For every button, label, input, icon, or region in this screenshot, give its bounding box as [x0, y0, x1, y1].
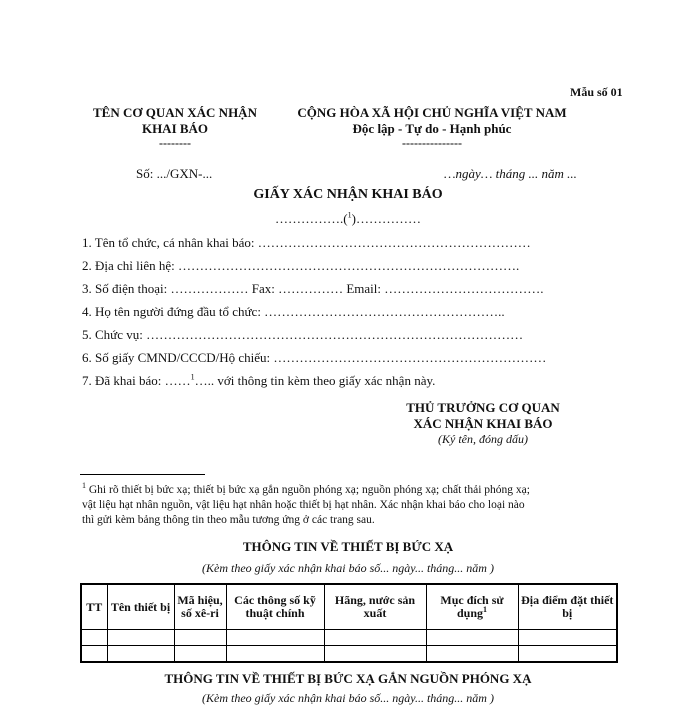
field-phone-fax-email: 3. Số điện thoại: ……………… Fax: …………… Email: ……………………………….	[82, 281, 544, 296]
nation-title: CỘNG HÒA XÃ HỘI CHỦ NGHĨA VIỆT NAM	[297, 105, 567, 120]
document-number: Số: .../GXN-...	[136, 166, 213, 181]
field7-footnote-ref: 1	[190, 372, 195, 382]
table-header-row	[81, 584, 617, 630]
header-purpose	[426, 584, 518, 630]
header-manufacturer: Hãng, nước sản xuất	[324, 584, 426, 630]
field-position: 5. Chức vụ: ……………………………………………………………………………	[82, 327, 524, 342]
header-tt: TT	[81, 584, 107, 630]
section1-title: THÔNG TIN VỀ THIẾT BỊ BỨC XẠ	[242, 539, 454, 554]
field-head-of-organization: 4. Họ tên người đứng đầu tổ chức: ………………………………………………..	[82, 304, 505, 319]
table-cell[interactable]	[174, 630, 226, 646]
table-cell[interactable]	[174, 646, 226, 663]
footnote-line3: thì gửi kèm bảng thông tin theo mẫu tương ứng ở các trang sau.	[82, 514, 375, 526]
table-cell[interactable]	[81, 630, 107, 646]
table-cell[interactable]	[81, 646, 107, 663]
field-organization-name: 1. Tên tổ chức, cá nhân khai báo: ………………………………………………………	[82, 235, 531, 250]
agency-name-line2: KHAI BÁO	[141, 121, 209, 136]
field-id-number: 6. Số giấy CMND/CCCD/Hộ chiếu: ………………………………………………………	[82, 350, 547, 365]
document-date: …ngày… tháng ... năm ...	[444, 166, 577, 181]
header-device-name: Tên thiết bị	[107, 584, 174, 630]
agency-divider: --------	[159, 136, 191, 150]
section1-subtitle: (Kèm theo giấy xác nhận khai báo số... ngày... tháng... năm )	[202, 561, 494, 575]
nation-motto: Độc lập - Tự do - Hạnh phúc	[352, 121, 512, 136]
footnote-rule	[80, 474, 205, 475]
footnote-marker: 1	[82, 481, 86, 491]
table-row	[81, 630, 617, 646]
table-cell[interactable]	[518, 630, 617, 646]
signature-title-line2: XÁC NHẬN KHAI BÁO	[413, 416, 553, 431]
footnote-line2: vật liệu hạt nhân nguồn, vật liệu hạt nhân hoặc thiết bị hạt nhân. Xác nhận khai báo cho loại nào	[82, 499, 525, 511]
table-cell[interactable]	[226, 630, 324, 646]
field7-prefix: 7. Đã khai báo: ……	[82, 373, 191, 388]
table-cell[interactable]	[107, 646, 174, 663]
field-contact-address: 2. Địa chỉ liên hệ: …………………………………………………………………….	[82, 258, 520, 273]
section2-subtitle: (Kèm theo giấy xác nhận khai báo số... ngày... tháng... năm )	[202, 691, 494, 705]
footnote-line1	[82, 481, 530, 496]
table-cell[interactable]	[518, 646, 617, 663]
subject-suffix: )……………	[351, 211, 421, 226]
header-location: Địa điểm đặt thiết bị	[518, 584, 617, 630]
footnote-text1: Ghi rõ thiết bị bức xạ; thiết bị bức xạ gắn nguồn phóng xạ; nguồn phóng xạ; chất thải phóng xạ;	[86, 484, 530, 496]
table-row	[81, 646, 617, 663]
field-declared-items	[82, 373, 435, 389]
signature-note: (Ký tên, đóng dấu)	[438, 432, 528, 446]
document-title: GIẤY XÁC NHẬN KHAI BÁO	[253, 187, 443, 202]
table-cell[interactable]	[426, 630, 518, 646]
table-cell[interactable]	[324, 630, 426, 646]
nation-divider: ---------------	[402, 136, 462, 150]
subject-footnote-ref: 1	[347, 210, 352, 220]
declaration-subject	[80, 211, 616, 227]
field7-suffix: ….. với thông tin kèm theo giấy xác nhận này.	[194, 373, 436, 388]
section2-title: THÔNG TIN VỀ THIẾT BỊ BỨC XẠ GẮN NGUỒN PHÓNG XẠ	[164, 671, 532, 686]
form-number: Mẫu số 01	[570, 85, 623, 99]
header-purpose-label: Mục đích sử dụng	[440, 593, 504, 620]
table-cell[interactable]	[426, 646, 518, 663]
header-purpose-footnote-ref: 1	[483, 605, 488, 614]
table-cell[interactable]	[226, 646, 324, 663]
header-model-serial: Mã hiệu, số xê-ri	[174, 584, 226, 630]
agency-name-line1: TÊN CƠ QUAN XÁC NHẬN	[93, 105, 257, 120]
radiation-device-table	[80, 583, 618, 663]
table-cell[interactable]	[107, 630, 174, 646]
signature-title-line1: THỦ TRƯỞNG CƠ QUAN	[406, 400, 560, 415]
subject-prefix: …………….(	[275, 211, 348, 226]
header-technical-specs: Các thông số kỹ thuật chính	[226, 584, 324, 630]
table-cell[interactable]	[324, 646, 426, 663]
